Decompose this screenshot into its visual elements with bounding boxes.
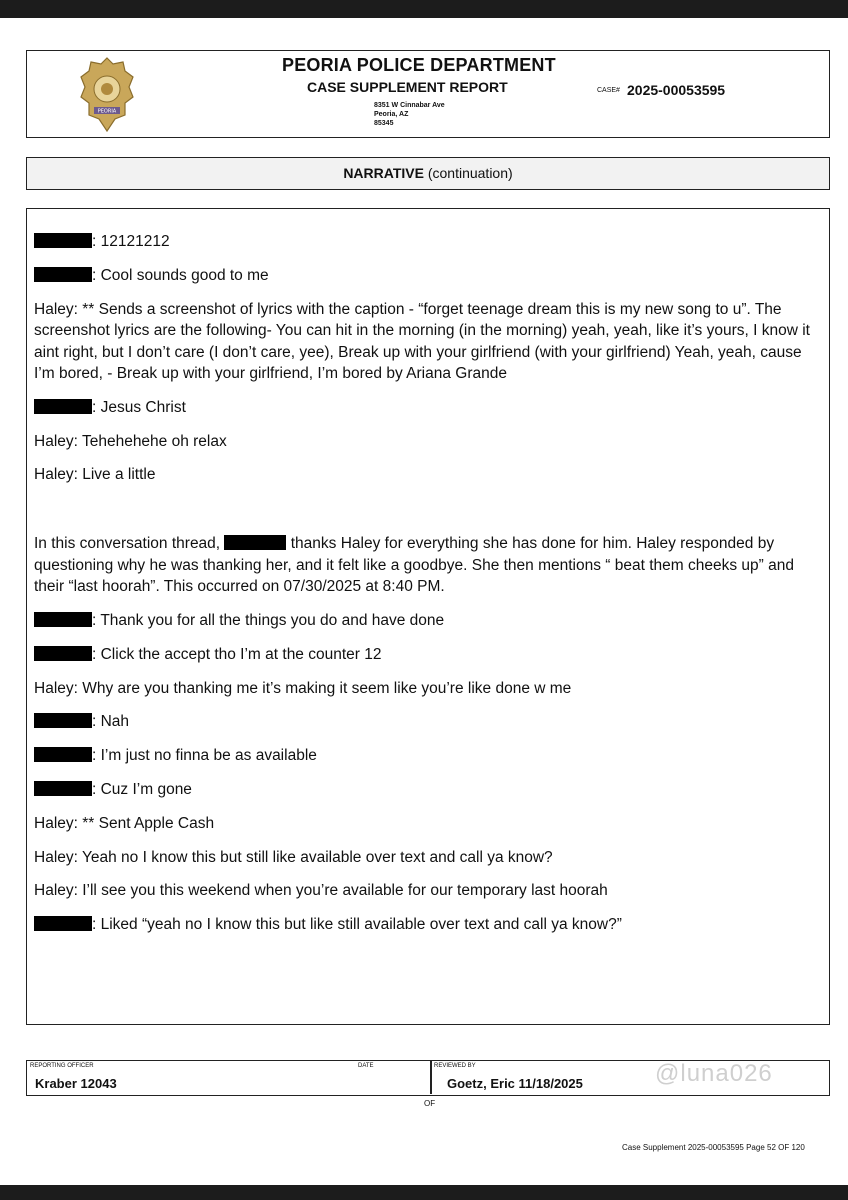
address-line: 8351 W Cinnabar Ave: [374, 102, 445, 109]
redaction-bar: [34, 399, 92, 414]
message-line: [34, 231, 824, 253]
reviewed-by-value: Goetz, Eric 11/18/2025: [447, 1076, 583, 1091]
department-name: PEORIA POLICE DEPARTMENT: [282, 55, 556, 75]
message-line: [34, 610, 824, 632]
report-type: CASE SUPPLEMENT REPORT: [307, 79, 508, 95]
message-text: : Nah: [92, 713, 130, 731]
case-number-label: CASE#: [597, 87, 620, 94]
message-line: Haley: Yeah no I know this but still like available over text and call ya know?: [34, 848, 553, 866]
message-text: : I’m just no finna be as available: [92, 747, 317, 765]
watermark: @luna026: [655, 1060, 773, 1087]
message-line: Haley: Live a little: [34, 466, 156, 484]
message-line: Haley: I’ll see you this weekend when you’re available for our temporary last hoorah: [34, 882, 608, 900]
case-number: 2025-00053595: [627, 82, 726, 98]
of-label: OF: [424, 1099, 436, 1108]
message-text: : Thank you for all the things you do and have done: [92, 612, 445, 630]
redaction-bar: [34, 916, 92, 931]
message-line: [34, 711, 824, 733]
narrative-content: [34, 231, 824, 948]
redaction-bar: [34, 747, 92, 762]
message-line: Haley: ** Sends a screenshot of lyrics with the caption - “forget teenage dream this is my new song to u”. The screenshot lyrics are the following- You can hit in the morning (in the morning) yeah, yeah, like it’s yours, I know it aint right, but I don’t care (I don’t care, yee), Break up with your girlfriend (with your girlfriend) Yeah, yeah, cause I’m bored, - Break up with your girlfriend, I’m bored by Ariana Grande: [34, 300, 810, 383]
message-line: Haley: Why are you thanking me it’s making it seem like you’re like done w me: [34, 679, 572, 697]
department-address: [374, 101, 445, 128]
address-line: 85345: [374, 120, 394, 127]
message-line: Haley: Tehehehehe oh relax: [34, 432, 227, 450]
redaction-bar: [34, 612, 92, 627]
reporting-officer-value: Kraber 12043: [35, 1076, 117, 1091]
reviewed-by-label: REVIEWED BY: [434, 1063, 476, 1069]
reporting-officer-label: REPORTING OFFICER: [30, 1063, 94, 1069]
message-text: : 12121212: [92, 233, 170, 250]
redaction-bar: [34, 233, 92, 248]
redaction-bar: [224, 535, 286, 550]
date-label: DATE: [358, 1063, 374, 1069]
message-line: Haley: ** Sent Apple Cash: [34, 814, 215, 832]
message-line: [34, 265, 824, 287]
message-line: [34, 745, 824, 767]
message-line: [34, 397, 824, 419]
redaction-bar: [34, 646, 92, 661]
narrative-title: NARRATIVE: [343, 165, 424, 181]
summary-text-end: thanks Haley for everything she has done for him. Haley responded by questioning why he was thanking her, and it felt like a goodbye. She then mentions “ beat them cheeks up” and their “last hoorah”. This occurred on 07/30/2025 at 8:40 PM.: [34, 535, 794, 596]
summary-paragraph: [34, 533, 824, 598]
message-line: [34, 779, 824, 801]
redaction-bar: [34, 781, 92, 796]
message-line: [34, 914, 824, 936]
narrative-section-header: [26, 157, 830, 190]
police-badge-logo: [77, 55, 137, 135]
redaction-bar: [34, 713, 92, 728]
redaction-bar: [34, 267, 92, 282]
message-text: : Cool sounds good to me: [92, 266, 269, 284]
address-line: Peoria, AZ: [374, 111, 409, 118]
message-text: : Jesus Christ: [92, 398, 186, 416]
message-text: : Liked “yeah no I know this but like still available over text and call ya know?”: [92, 916, 622, 934]
spacer: [34, 498, 824, 533]
badge-text: PEORIA: [97, 108, 117, 115]
footer-divider: [430, 1061, 432, 1094]
summary-text-start: In this conversation thread,: [34, 535, 225, 553]
message-text: : Click the accept tho I’m at the counter 12: [92, 645, 382, 663]
top-border-bar: [0, 0, 848, 18]
report-header: [26, 50, 830, 138]
bottom-border-bar: [0, 1185, 848, 1200]
page-footer: Case Supplement 2025-00053595 Page 52 OF 120: [622, 1143, 805, 1152]
message-line: [34, 644, 824, 666]
message-text: : Cuz I’m gone: [92, 781, 192, 799]
narrative-subtitle: (continuation): [423, 165, 513, 181]
narrative-body: [26, 208, 830, 1025]
